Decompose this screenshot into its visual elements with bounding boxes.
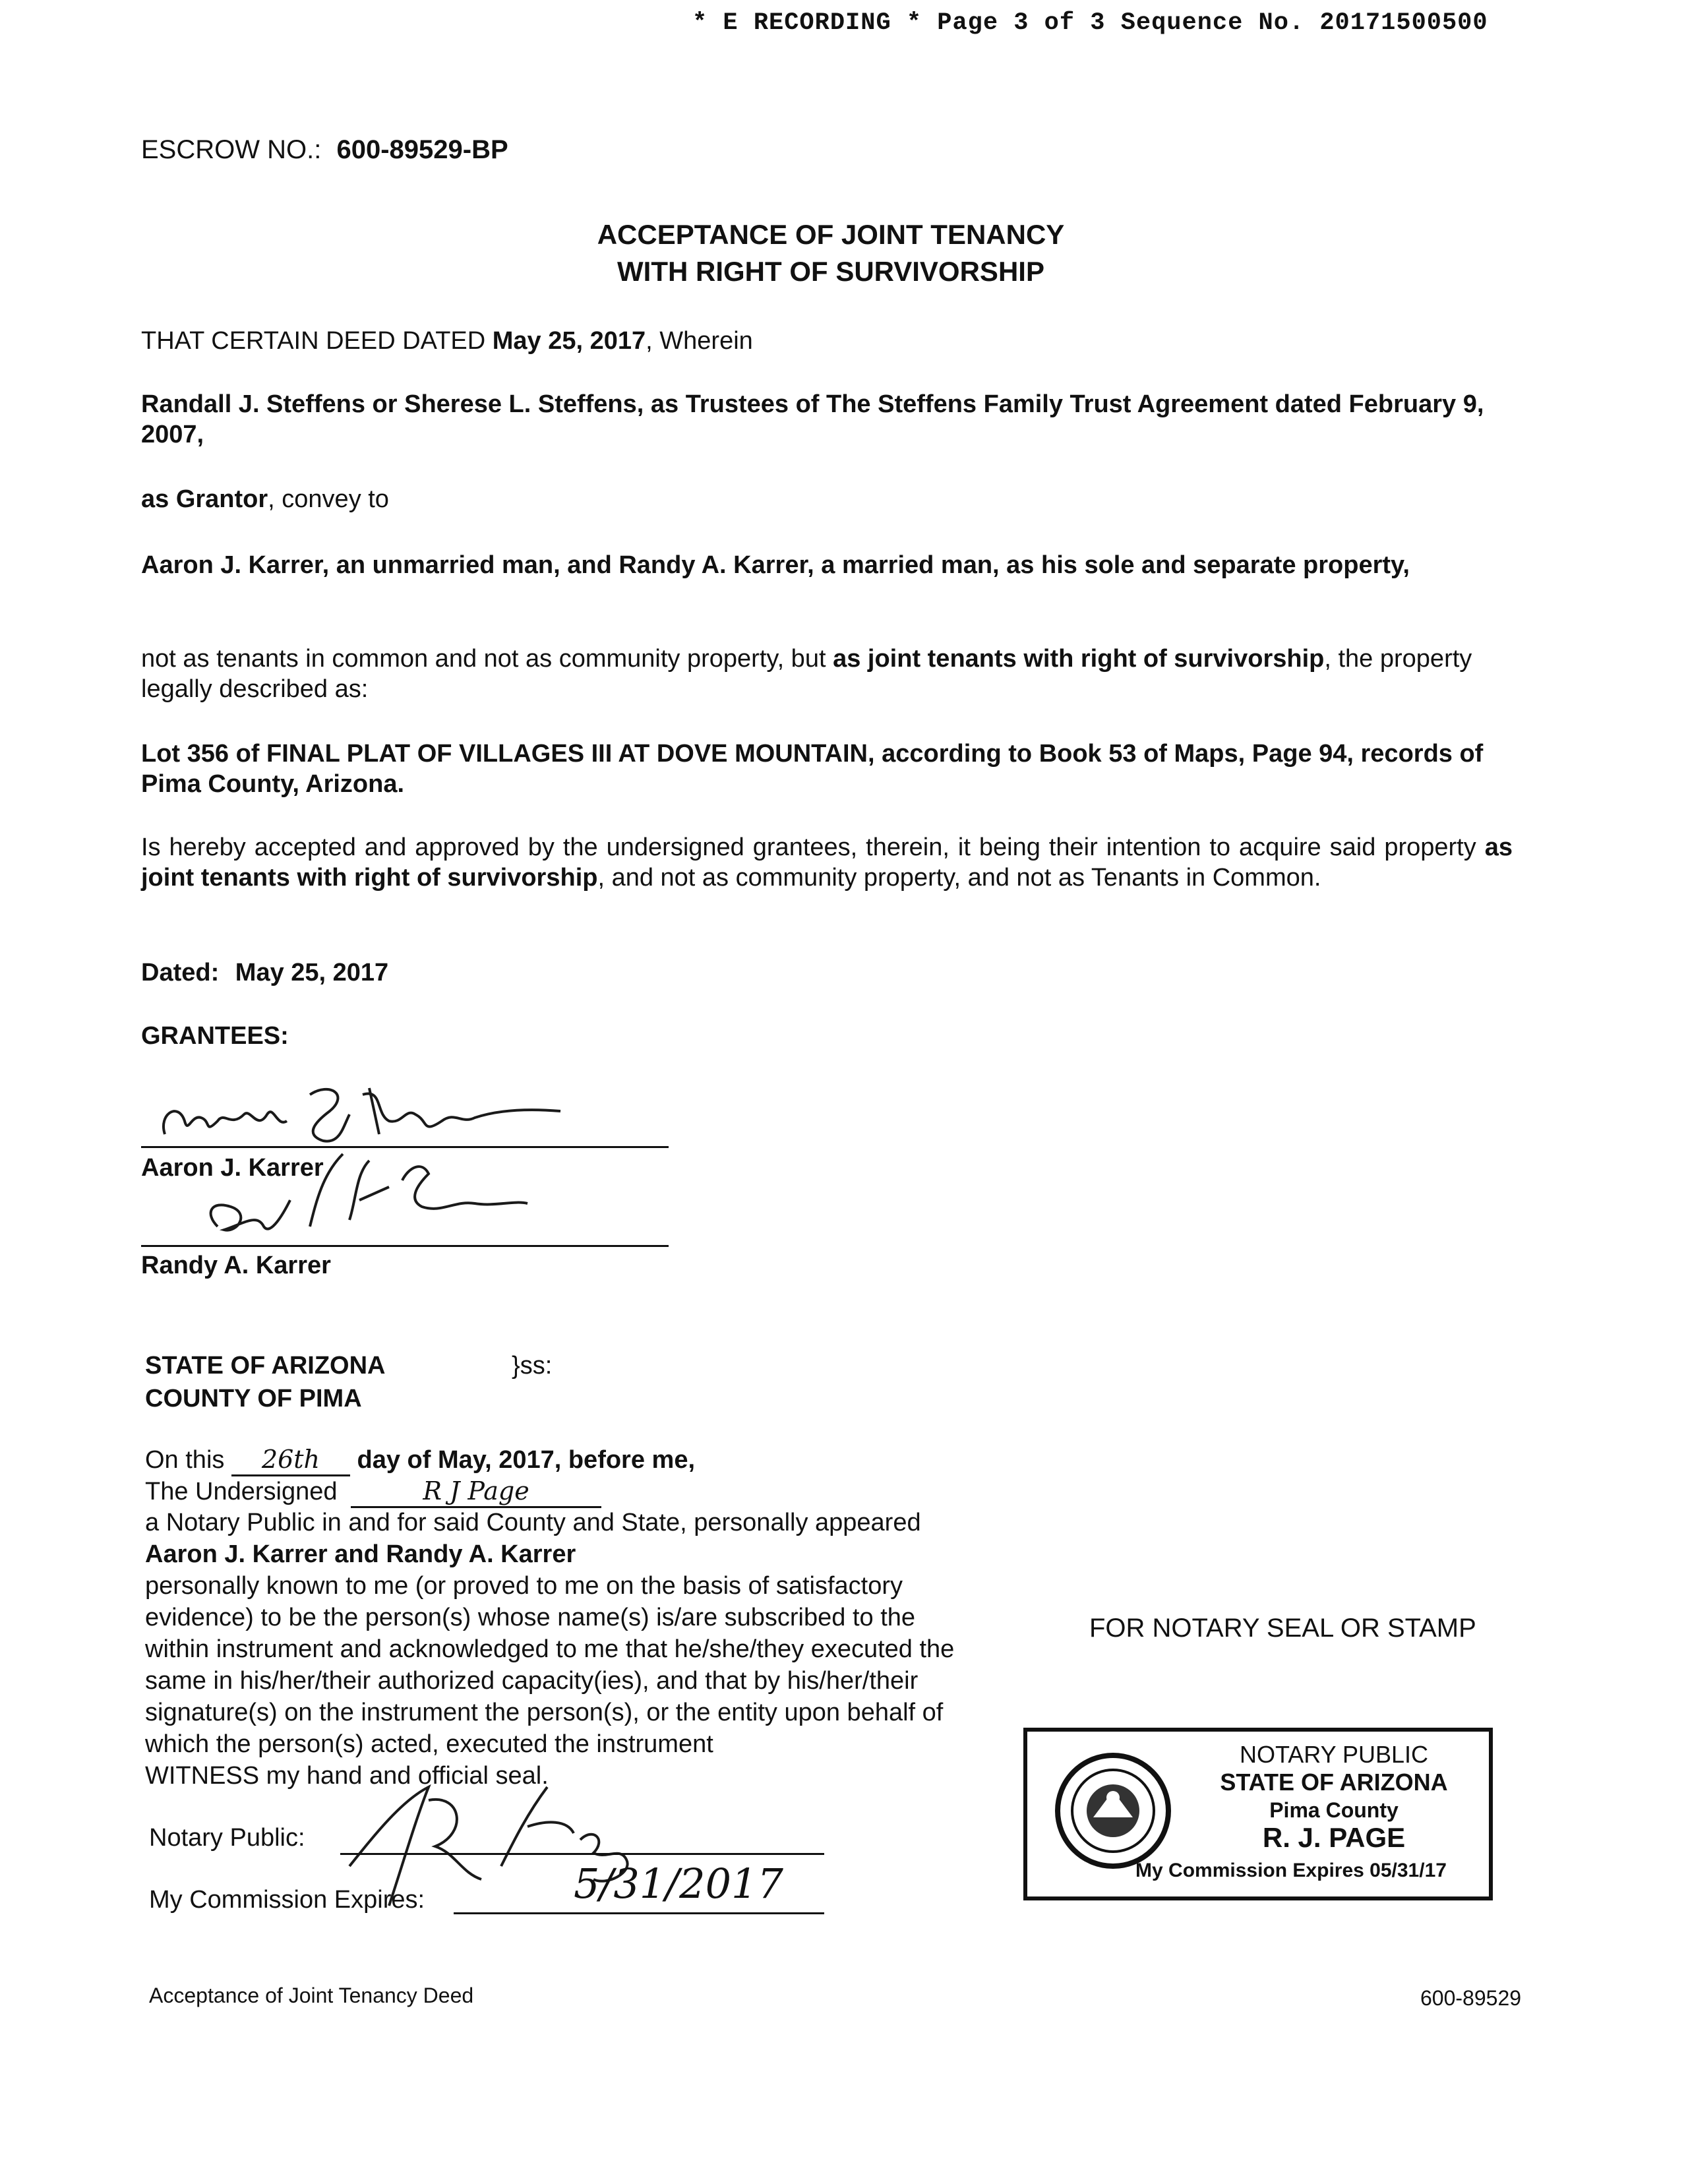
handwritten-notary-name: R J Page bbox=[351, 1476, 601, 1508]
title-line-2: WITH RIGHT OF SURVIVORSHIP bbox=[617, 256, 1044, 287]
ack-body-5: signature(s) on the instrument the person(s), or the entity upon behalf of bbox=[145, 1699, 944, 1726]
signature-aaron-karrer bbox=[152, 1075, 574, 1154]
ack-body-2: evidence) to be the person(s) whose name(s) is/are subscribed to the bbox=[145, 1604, 916, 1631]
intro-prefix: THAT CERTAIN DEED DATED bbox=[141, 327, 493, 355]
grantee-1-name: Aaron J. Karrer bbox=[141, 1154, 324, 1182]
grantor-suffix: , convey to bbox=[268, 485, 389, 513]
grantee-names: Aaron J. Karrer, an unmarried man, and Randy A. Karrer, a married man, as his sole and separate property, bbox=[141, 551, 1410, 579]
accept-suffix: , and not as community property, and not as Tenants in Common. bbox=[597, 864, 1321, 892]
ack-body-4: same in his/her/their authorized capacity(ies), and that by his/her/their bbox=[145, 1667, 919, 1695]
ack-on-this bbox=[145, 1444, 695, 1476]
tenancy-suffix: , the property legally described as: bbox=[141, 645, 1472, 703]
signature-line-2 bbox=[141, 1245, 669, 1247]
notary-stamp bbox=[1023, 1728, 1493, 1900]
commission-line bbox=[454, 1912, 824, 1914]
stamp-line-2: STATE OF ARIZONA bbox=[1220, 1769, 1448, 1796]
footer-right: 600-89529 bbox=[1420, 1986, 1522, 2010]
intro-suffix: , Wherein bbox=[646, 327, 753, 355]
tenancy-prefix: not as tenants in common and not as community property, but bbox=[141, 645, 833, 673]
notary-public-line bbox=[340, 1853, 824, 1855]
ack-witness: WITNESS my hand and official seal. bbox=[145, 1762, 549, 1790]
grantor-role: as Grantor bbox=[141, 485, 268, 513]
tenancy-bold: as joint tenants with right of survivorship bbox=[833, 645, 1325, 673]
grantee-2-name: Randy A. Karrer bbox=[141, 1252, 331, 1279]
handwritten-day: 26th bbox=[231, 1444, 350, 1476]
dated-line bbox=[141, 957, 388, 988]
legal-description: Lot 356 of FINAL PLAT OF VILLAGES III AT DOVE MOUNTAIN, according to Book 53 of Maps, Page 94, records of Pima County, Arizona. bbox=[141, 740, 1484, 798]
escrow-number: 600-89529-BP bbox=[336, 135, 508, 164]
arizona-seal-icon bbox=[1054, 1751, 1172, 1870]
handwritten-commission-date: 5/31/2017 bbox=[574, 1860, 783, 1908]
ack-undersigned bbox=[145, 1476, 601, 1508]
tenancy-paragraph bbox=[141, 644, 1519, 704]
footer-left: Acceptance of Joint Tenancy Deed bbox=[149, 1984, 474, 2007]
ack-notary-line: a Notary Public in and for said County and State, personally appeared bbox=[145, 1509, 921, 1536]
stamp-line-4: R. J. PAGE bbox=[1262, 1822, 1406, 1853]
commission-label: My Commission Expires: bbox=[149, 1886, 425, 1914]
ack-appeared-names: Aaron J. Karrer and Randy A. Karrer bbox=[145, 1540, 576, 1568]
ack-body-1: personally known to me (or proved to me on the basis of satisfactory bbox=[145, 1572, 903, 1600]
grantees-heading: GRANTEES: bbox=[141, 1022, 289, 1050]
ack-body-6: which the person(s) acted, executed the instrument bbox=[145, 1730, 713, 1758]
recording-header: * E RECORDING * Page 3 of 3 Sequence No. 20171500500 bbox=[692, 9, 1488, 37]
accept-prefix: Is hereby accepted and approved by the undersigned grantees, therein, it being their intention to acquire said property bbox=[141, 834, 1485, 861]
venue-county: COUNTY OF PIMA bbox=[145, 1385, 362, 1412]
stamp-text-block bbox=[1192, 1741, 1476, 1852]
escrow-line bbox=[141, 135, 508, 165]
grantor-names: Randall J. Steffens or Sherese L. Steffens, as Trustees of The Steffens Family Trust Agreement dated February 9, 2007, bbox=[141, 390, 1484, 448]
signature-randy-karrer bbox=[191, 1147, 534, 1246]
accept-bold: as joint tenants with right of survivorship bbox=[141, 834, 1513, 892]
grantor-line bbox=[141, 484, 389, 514]
stamp-line-3: Pima County bbox=[1269, 1798, 1399, 1822]
dated-label: Dated: bbox=[141, 959, 220, 986]
seal-label: FOR NOTARY SEAL OR STAMP bbox=[1089, 1614, 1476, 1643]
document-title bbox=[396, 216, 1266, 290]
title-line-1: ACCEPTANCE OF JOINT TENANCY bbox=[597, 219, 1065, 250]
escrow-label: ESCROW NO.: bbox=[141, 135, 322, 164]
notary-public-label: Notary Public: bbox=[149, 1824, 305, 1852]
deed-intro bbox=[141, 326, 753, 356]
day-of-text: day of May, 2017, before me, bbox=[357, 1446, 696, 1474]
acceptance-paragraph bbox=[141, 832, 1513, 893]
venue-ss: }ss: bbox=[512, 1352, 553, 1380]
intro-date: May 25, 2017 bbox=[492, 327, 646, 355]
ack-body-3: within instrument and acknowledged to me that he/she/they executed the bbox=[145, 1635, 955, 1663]
stamp-line-1: NOTARY PUBLIC bbox=[1239, 1741, 1429, 1768]
undersigned-label: The Undersigned bbox=[145, 1478, 338, 1505]
dated-value: May 25, 2017 bbox=[235, 959, 389, 986]
stamp-line-5: My Commission Expires 05/31/17 bbox=[1135, 1860, 1447, 1881]
venue-state: STATE OF ARIZONA bbox=[145, 1352, 386, 1380]
on-this-label: On this bbox=[145, 1446, 225, 1474]
